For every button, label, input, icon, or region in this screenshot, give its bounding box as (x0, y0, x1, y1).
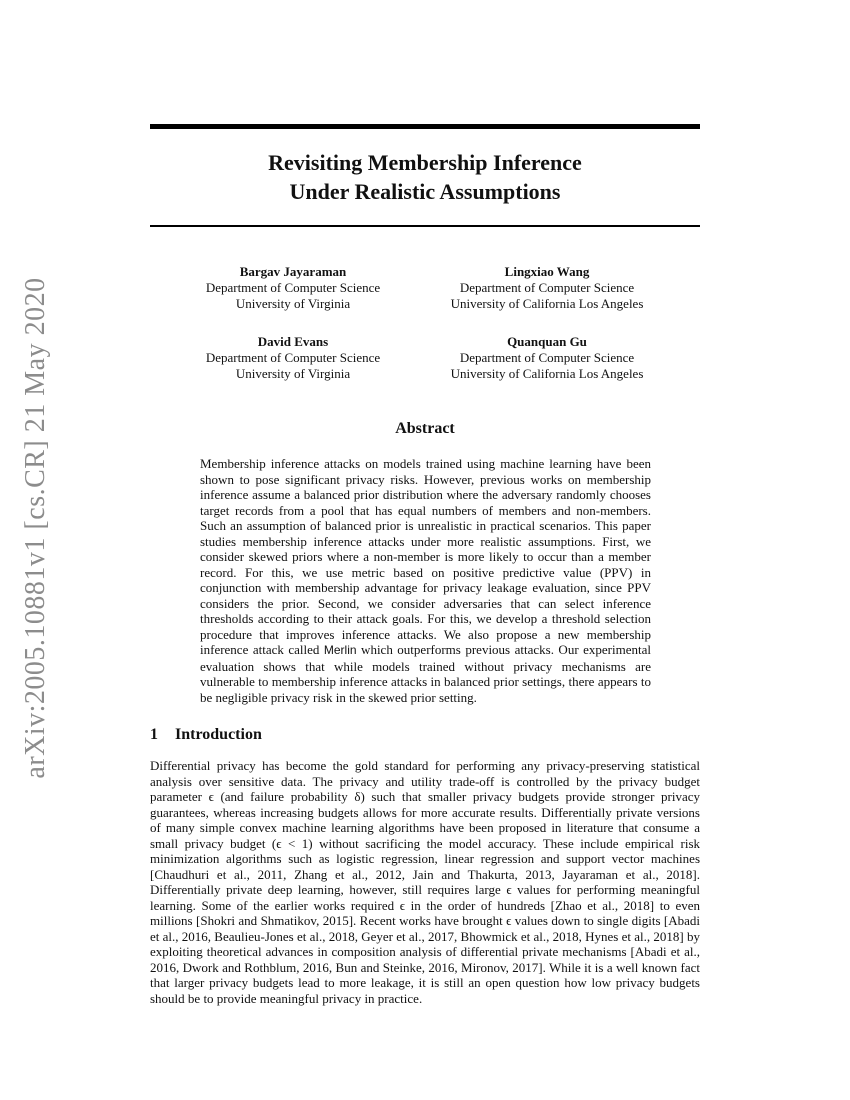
abstract-text-part-1: Membership inference attacks on models trained using machine learning have been shown to pose significant privacy risks. However, previous works on membership inference assume a balanced prior distribution where the adversary randomly chooses target records from a pool that has equal numbers of members and non-members. Such an assumption of balanced prior is unrealistic in practical scenarios. This paper studies membership inference attacks under more realistic assumptions. First, we consider skewed priors where a non-member is more likely to occur than a member record. For this, we use metric based on positive predictive value (PPV) in conjunction with membership advantage for privacy leakage evaluation, since PPV considers the prior. Second, we consider adversaries that can select inference thresholds according to their attack goals. For this, we develop a threshold selection procedure that improves inference attacks. We also propose a new membership inference attack called (200, 456, 651, 657)
author-affiliation: University of California Los Angeles (450, 366, 644, 381)
author-block (427, 264, 667, 312)
title-line-1: Revisiting Membership Inference (268, 150, 582, 175)
author-affiliation: University of California Los Angeles (450, 296, 644, 311)
author-affiliation: University of Virginia (235, 296, 351, 311)
author-block (173, 334, 413, 382)
arxiv-identifier-stamp (16, 268, 56, 788)
author-department: Department of Computer Science (205, 280, 381, 295)
section-heading (150, 726, 262, 744)
author-block (427, 334, 667, 382)
section-number: 1 (150, 726, 158, 743)
introduction-paragraph: Differential privacy has become the gold standard for performing any privacy-preserving statistical analysis over sensitive data. The privacy and utility trade-off is controlled by the privacy budget parameter ϵ (and failure probability δ) such that smaller privacy budgets provide stronger privacy guarantees, whereas increasing budgets allows for more accurate results. Differentially private versions of many simple convex machine learning algorithms have been proposed in literature that consume a small privacy budget (ϵ < 1) without sacrificing the model accuracy. These include empirical risk minimization algorithms such as logistic regression, linear regression and support vector machines [Chaudhuri et al., 2011, Zhang et al., 2012, Jain and Thakurta, 2013, Jayaraman et al., 2018]. Differentially private deep learning, however, still requires large ϵ values for performing meaningful learning. Some of the earlier works required ϵ in the order of hundreds [Zhao et al., 2018] to even millions [Shokri and Shmatikov, 2015]. Recent works have brought ϵ values down to single digits [Abadi et al., 2016, Beaulieu-Jones et al., 2018, Geyer et al., 2017, Bhowmick et al., 2018, Hynes et al., 2018] by exploiting theoretical advances in composition analysis of differential private mechanisms [Abadi et al., 2016, Dwork and Rothblum, 2016, Bun and Steinke, 2016, Mironov, 2017]. While it is a well known fact that larger privacy budgets lead to more leakage, it is still an open question how low privacy budgets should be to provide meaningful privacy in practice. (150, 758, 700, 1006)
method-name: Merlin (323, 643, 357, 657)
abstract-heading: Abstract (395, 420, 455, 437)
title-line-2: Under Realistic Assumptions (289, 179, 561, 204)
author-affiliation: University of Virginia (235, 366, 351, 381)
section-title: Introduction (175, 726, 262, 743)
arxiv-identifier-text: arXiv:2005.10881v1 [cs.CR] 21 May 2020 (20, 277, 51, 779)
author-department: Department of Computer Science (459, 350, 635, 365)
author-department: Department of Computer Science (205, 350, 381, 365)
author-department: Department of Computer Science (459, 280, 635, 295)
abstract-text-part-2: which outperforms previous attacks. Our experimental evaluation shows that while models trained without privacy mechanisms are vulnerable to membership inference attacks in balanced prior settings, there appears to be negligible privacy risk in the skewed prior setting. (200, 642, 651, 705)
author-name: Bargav Jayaraman (239, 264, 347, 279)
author-name: Lingxiao Wang (504, 264, 590, 279)
author-name: Quanquan Gu (507, 334, 587, 349)
title-top-rule (150, 124, 700, 129)
author-name: David Evans (257, 334, 329, 349)
abstract-body (200, 456, 651, 705)
paper-title (150, 148, 700, 206)
author-block (173, 264, 413, 312)
title-bottom-rule (150, 225, 700, 227)
